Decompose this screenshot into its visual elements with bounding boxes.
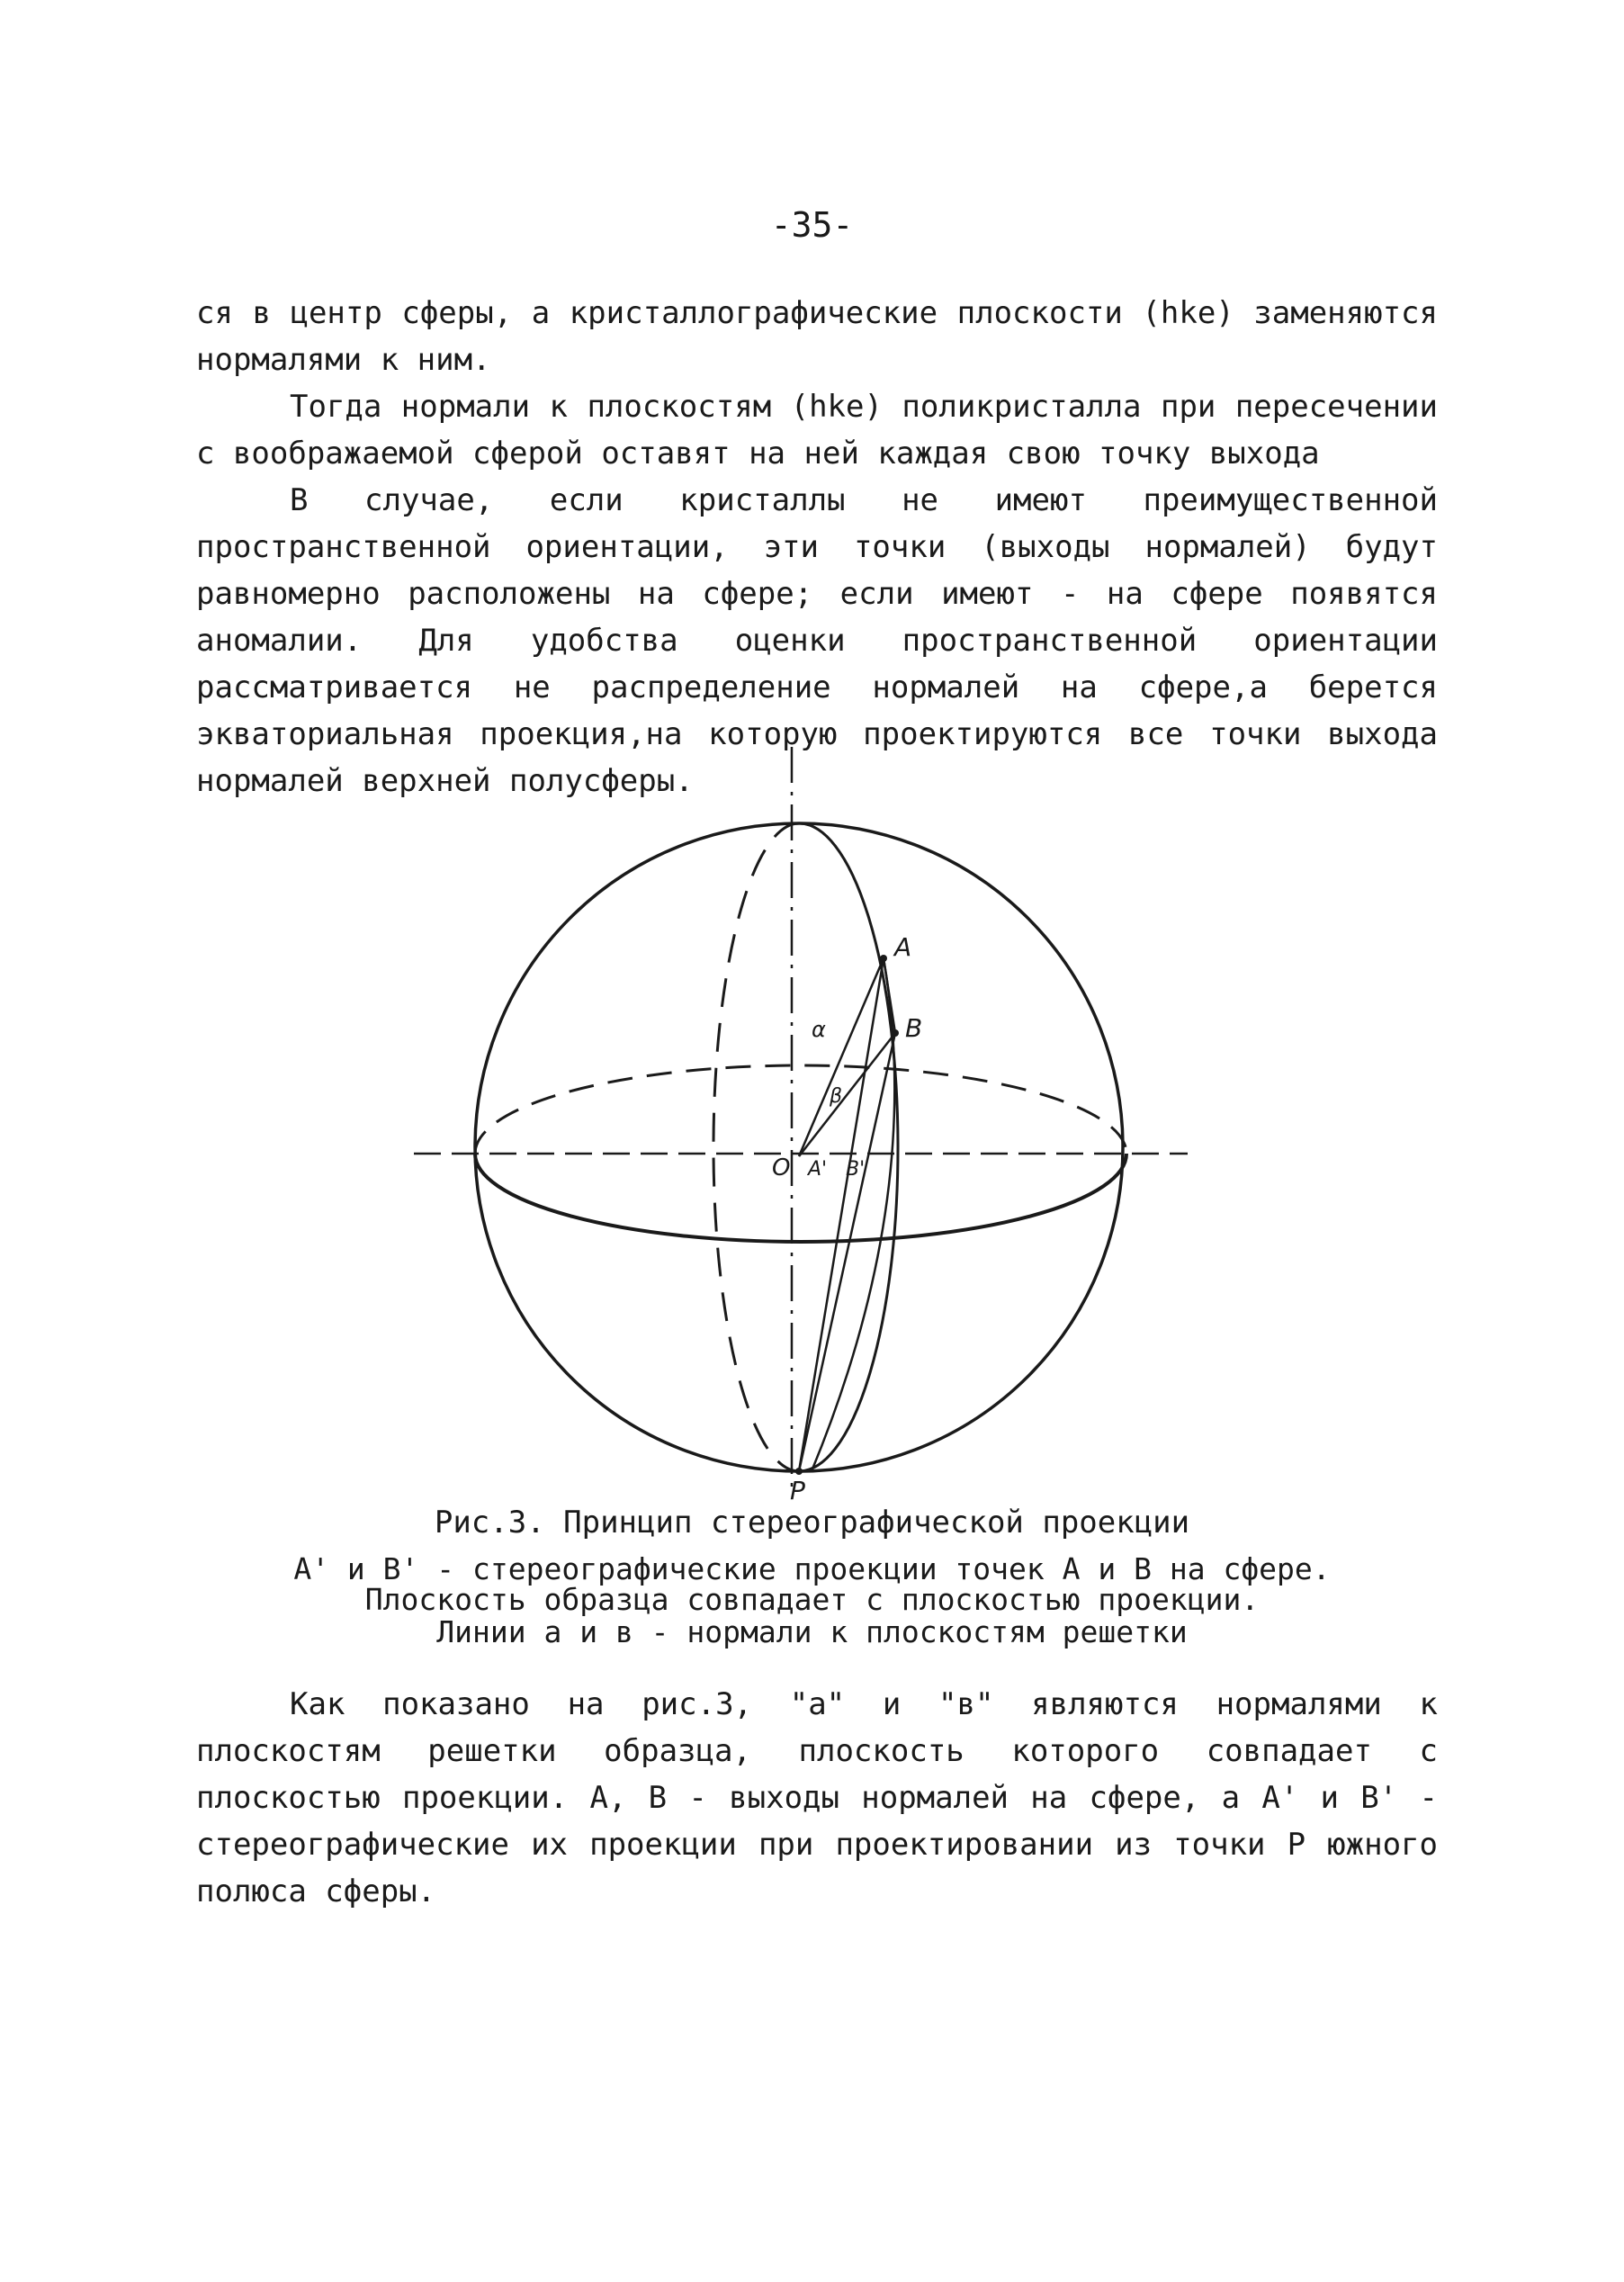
body-text-top — [196, 290, 1438, 804]
body-text-bottom — [196, 1681, 1438, 1915]
label-a: A — [894, 932, 912, 962]
label-b: B — [905, 1013, 923, 1043]
equator-front — [475, 1154, 1126, 1242]
point-a — [880, 955, 887, 962]
figure-svg — [396, 729, 1224, 1503]
projection-line-b — [799, 1033, 895, 1471]
label-b-prime: B' — [846, 1158, 866, 1181]
label-a-prime: A' — [808, 1158, 828, 1181]
paragraph-normals: Тогда нормали к плоскостям (hke) поликристалла при пересечении с воображаемой сферой оставят на ней каждая свою точку выхода — [196, 389, 1438, 472]
label-alpha: α — [812, 1017, 826, 1042]
page-number: -35- — [770, 205, 854, 245]
label-beta: β — [830, 1085, 843, 1108]
paragraph-orientation: В случае, если кристаллы не имеют преимущественной пространственной ориентации, эти точки (выходы нормалей) будут равномерно расположены на сфере; если имеют - на сфере появятся аномалии. Для удобства оценки пространственной ориентации рассматривается не распределение нормалей на сфере,а берется экваториальная проекция,на которую проектируются все точки выхода нормалей верхней полусферы. — [196, 482, 1438, 799]
sphere-outline — [475, 823, 1123, 1471]
paragraph-figure-explanation: Как показано на рис.3, "а" и "в" являются нормалями к плоскостям решетки образца, плоскость которого совпадает с плоскостью проекции. A, B - выходы нормалей на сфере, а A' и B' - стереографические их проекции при проектировании из точки P южного полюса сферы. — [196, 1686, 1438, 1909]
point-b — [892, 1029, 899, 1037]
normal-a-line — [799, 958, 884, 1156]
meridian-visible — [799, 823, 898, 1471]
label-p: P — [790, 1476, 805, 1503]
meridian-hidden — [713, 823, 799, 1471]
figure-caption-line: A' и B' - стереографические проекции точек A и B на сфере. — [293, 1551, 1331, 1586]
figure-caption-line: Плоскость образца совпадает с плоскостью проекции. — [364, 1582, 1260, 1617]
point-p — [795, 1468, 803, 1475]
stereographic-projection-figure — [396, 729, 1224, 1503]
figure-caption-line: Линии a и в - нормали к плоскостям решетки — [436, 1614, 1188, 1649]
equator-back — [475, 1065, 1126, 1154]
figure-caption-title: Рис.3. Принцип стереографической проекции — [434, 1505, 1190, 1541]
label-o: O — [772, 1154, 791, 1181]
paragraph-continuation: ся в центр сферы, а кристаллографические плоскости (hke) заменяются нормалями к ним. — [196, 295, 1438, 378]
